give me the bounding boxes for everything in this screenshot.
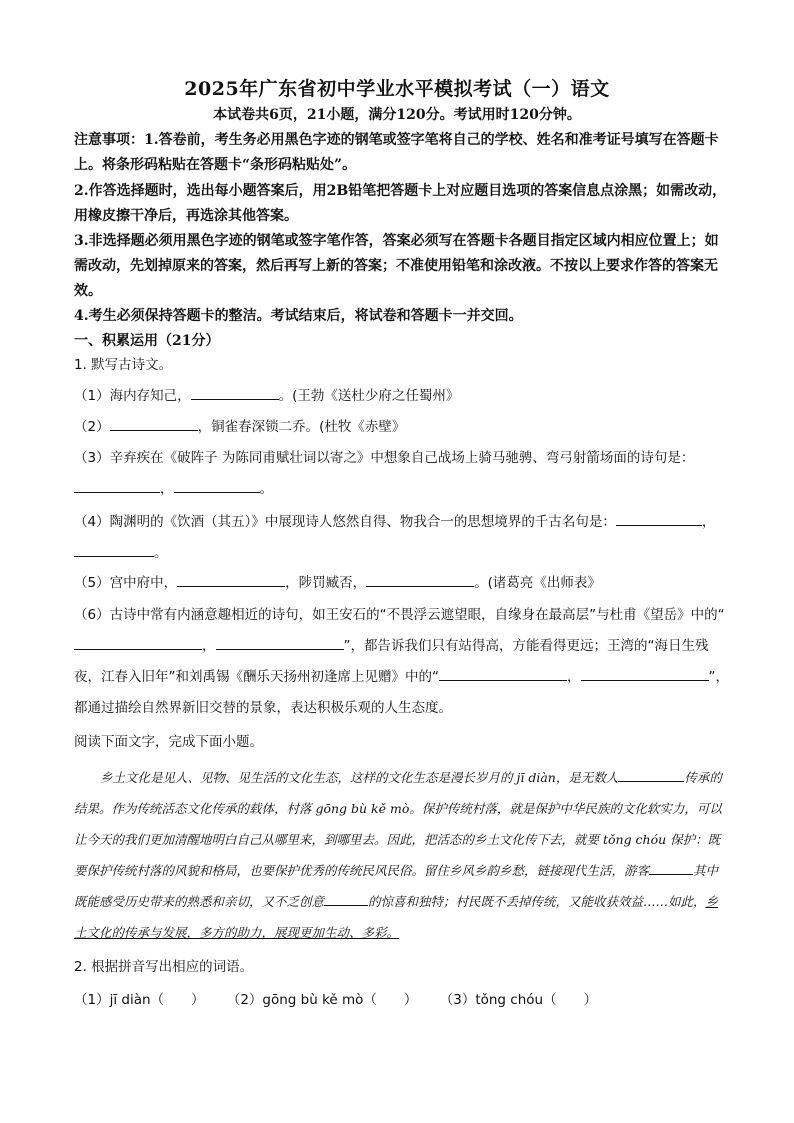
passage-text: 的惊喜和独特；村民既不丢掉传统，又能收获效益……如此， [368,894,706,909]
section-heading: 一、积累运用（21分） [74,333,220,349]
item-text: ，铜雀春深锁二乔。(杜牧《赤壁》 [197,419,406,435]
item-text: ”，都告诉我们只有站得高，方能看得更远；王湾的“海日生残夜，江春入旧年”和刘禹锡《酬乐天扬州初逢席上见赠》中的“ [74,638,709,685]
item-text: ， [202,638,216,654]
answer-blank[interactable] [177,572,285,587]
item-text: （5）宫中府中， [74,575,178,591]
item-text: ”，都通过描绘自然界新旧交替的景象，表达积极乐观的人生态度。 [74,669,729,716]
question-2-stem: 2. 根据拼音写出相应的词语。 [74,959,254,975]
item-text: ， [567,669,581,685]
item-text: （6）古诗中常有内涵意趣相近的诗句，如王安石的“不畏浮云遮望眼，自缘身在最高层”与杜甫《望岳》中的“ [74,607,725,623]
pinyin-item: （3）tǒng chóu（ ） [439,992,598,1008]
notice-2: 2.作答选择题时，选出每小题答案后，用2B铅笔把答题卡上对应题目选项的答案信息点涂黑；如需改动，用橡皮擦干净后，再选涂其他答案。 [74,183,727,224]
item-text: （2） [74,419,110,435]
item-text: 。 [154,545,168,561]
answer-blank[interactable] [618,767,684,782]
pinyin-item: （2）gōng bù kě mò（ ） [226,992,418,1008]
item-text: ，陟罚臧否， [285,575,367,591]
answer-blank[interactable] [439,666,567,681]
question-1-item-6 [74,600,734,724]
reading-intro: 阅读下面文字，完成下面小题。 [74,734,263,750]
notice-1: 注意事项：1.答卷前，考生务必用黑色字迹的钢笔或签字笔将自己的学校、姓名和准考证号填写在答题卡上。将条形码粘贴在答题卡“条形码粘贴处”。 [74,132,719,173]
passage-text: 其中既能感受历史带来的熟悉和亲切，又不乏创意 [74,863,719,909]
item-text: （3）辛弃疾在《破阵子 为陈同甫赋壮词以寄之》中想象自己战场上骑马驰骋、弯弓射箭场面的诗句是： [74,450,695,466]
question-1-item-1 [74,381,734,412]
question-1-item-5 [74,568,734,599]
question-1-stem: 1. 默写古诗文。 [74,357,173,373]
question-1-item-4 [74,507,734,569]
page-title: 2025年广东省初中学业水平模拟考试（一）语文 [184,78,610,100]
answer-blank[interactable] [74,542,154,557]
question-1-item-3 [74,443,734,505]
question-1-item-2 [74,412,734,443]
reading-passage [74,762,724,948]
item-text: 。(王勃《送杜少府之任蜀州》 [278,388,460,404]
notice-3: 3.非选择题必须用黑色字迹的钢笔或签字笔作答，答案必须写在答题卡各题目指定区域内相应位置上；如需改动，先划掉原来的答案，然后再写上新的答案；不准使用铅笔和涂改液。不按以上要求作答的答案无效。 [74,233,719,299]
item-text: 。 [259,481,273,497]
passage-text: 乡土文化是见人、见物、见生活的文化生态，这样的文化生态是漫长岁月的 jī diàn，是无数人 [100,770,619,785]
answer-blank[interactable] [649,860,693,875]
question-2-items [74,988,615,1008]
answer-blank[interactable] [74,635,202,650]
item-text: （4）陶渊明的《饮酒（其五）》中展现诗人悠然自得、物我合一的思想境界的千古名句是： [74,514,616,530]
answer-blank[interactable] [191,385,279,400]
answer-blank[interactable] [366,572,474,587]
pinyin-item: （1）jī diàn（ ） [74,992,205,1008]
answer-blank[interactable] [110,416,198,431]
answer-blank[interactable] [581,666,709,681]
item-text: （1）海内存知己， [74,388,191,404]
passage-text: 传承的结果。作为传统活态文化传承的载体，村落 gōng bù kě mò。保护传统村落，就是保护中华民族的文化软实力，可以让今天的我们更加清醒地明白自己从哪里来，到哪里去。因此，把活态的乡土文化传下去，就要 tǒng chóu 保护：既要保护传统村落的风貌和格局，也要保护优秀的传统民风民俗。留住乡风乡韵乡愁，链接现代生活，游客 [74,770,722,878]
answer-blank[interactable] [174,478,260,493]
answer-blank[interactable] [74,478,160,493]
exam-info: 本试卷共6页，21小题，满分120分。考试用时120分钟。 [213,107,581,123]
item-text: 。(诸葛亮《出师表》 [474,575,601,591]
answer-blank[interactable] [216,635,344,650]
underlined-sentence: 乡土文化的传承与发展，多方的助力，展现更加生动、多彩。 [74,894,719,940]
item-text: ， [160,481,174,497]
item-text: ， [701,514,716,530]
notice-4: 4.考生必须保持答题卡的整洁。考试结束后，将试卷和答题卡一并交回。 [74,308,523,324]
answer-blank[interactable] [616,511,702,526]
answer-blank[interactable] [324,891,368,906]
